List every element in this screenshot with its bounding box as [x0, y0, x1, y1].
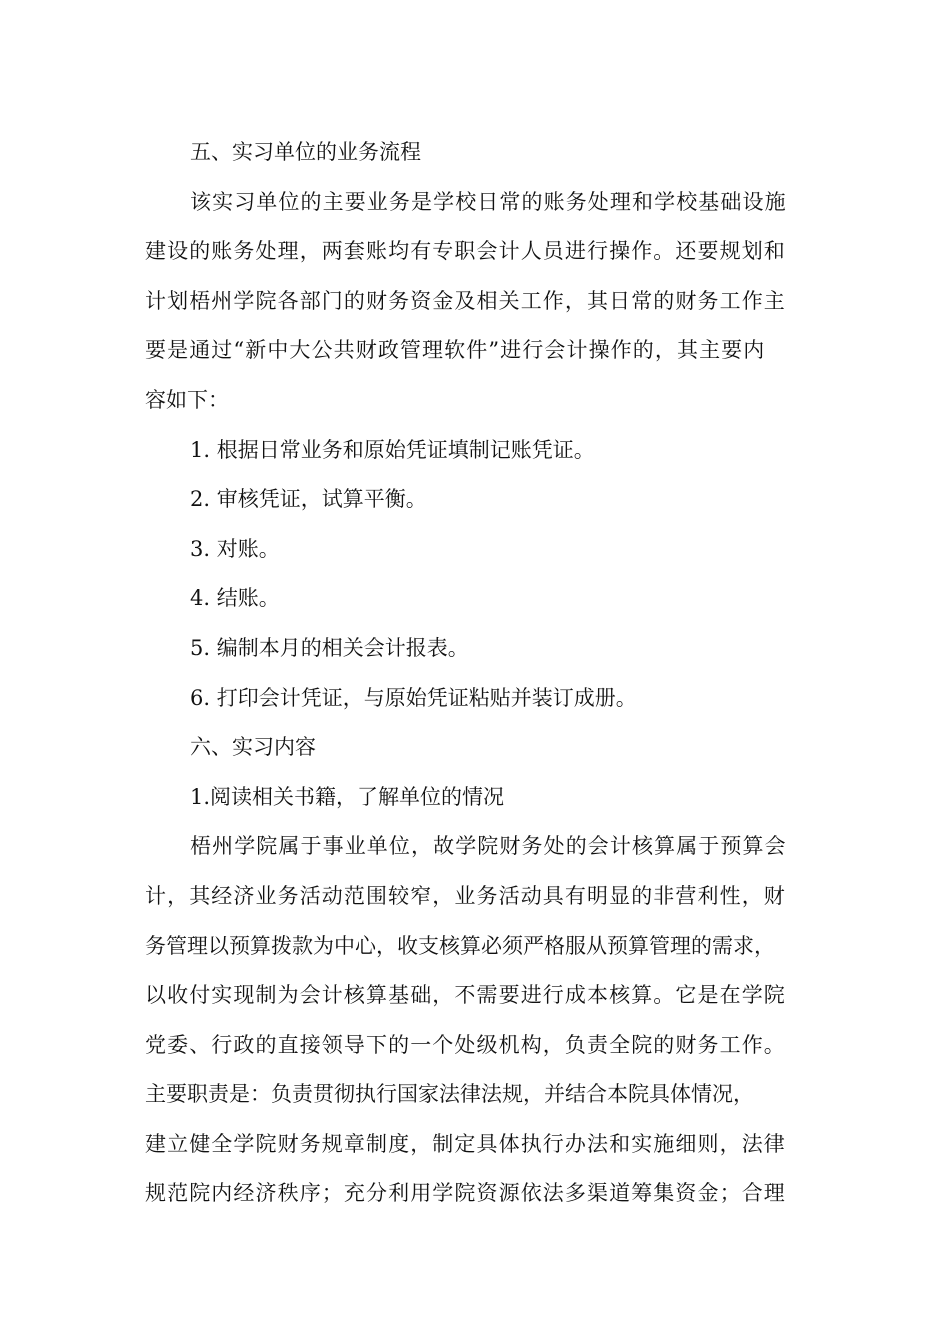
list-item: 5. 编制本月的相关会计报表。 [190, 635, 469, 660]
section-heading-six: 六、实习内容 [190, 735, 316, 760]
list-item: 2. 审核凭证，试算平衡。 [190, 487, 427, 512]
list-item: 4. 结账。 [190, 586, 280, 611]
paragraph-line: 容如下： [145, 387, 229, 412]
paragraph-line: 计划梧州学院各部门的财务资金及相关工作，其日常的财务工作主 [145, 288, 786, 313]
paragraph-line: 计，其经济业务活动范围较窄，业务活动具有明显的非营利性，财 [145, 883, 786, 908]
paragraph-line: 以收付实现制为会计核算基础，不需要进行成本核算。它是在学院 [145, 983, 786, 1008]
paragraph-line: 党委、行政的直接领导下的一个处级机构，负责全院的财务工作。 [145, 1032, 786, 1057]
list-item: 3. 对账。 [190, 536, 280, 561]
section-heading-five: 五、实习单位的业务流程 [190, 140, 421, 164]
paragraph-line: 规范院内经济秩序；充分利用学院资源依法多渠道筹集资金；合理 [145, 1181, 786, 1206]
paragraph-line: 该实习单位的主要业务是学校日常的账务处理和学校基础设施 [190, 189, 787, 214]
paragraph-line: 梧州学院属于事业单位，故学院财务处的会计核算属于预算会 [190, 834, 787, 859]
list-item: 1. 根据日常业务和原始凭证填制记账凭证。 [190, 437, 595, 462]
paragraph-line: 务管理以预算拨款为中心，收支核算必须严格服从预算管理的需求， [145, 933, 775, 958]
paragraph-line: 建设的账务处理，两套账均有专职会计人员进行操作。还要规划和 [145, 239, 786, 264]
list-item: 6. 打印会计凭证，与原始凭证粘贴并装订成册。 [190, 685, 637, 710]
paragraph-line: 要是通过“新中大公共财政管理软件”进行会计操作的，其主要内 [145, 338, 766, 363]
document-body [145, 128, 825, 1219]
paragraph-line: 建立健全学院财务规章制度，制定具体执行办法和实施细则，法律 [145, 1131, 786, 1156]
subsection-heading: 1.阅读相关书籍，了解单位的情况 [190, 784, 505, 809]
paragraph-line: 主要职责是：负责贯彻执行国家法律法规，并结合本院具体情况， [145, 1082, 754, 1107]
